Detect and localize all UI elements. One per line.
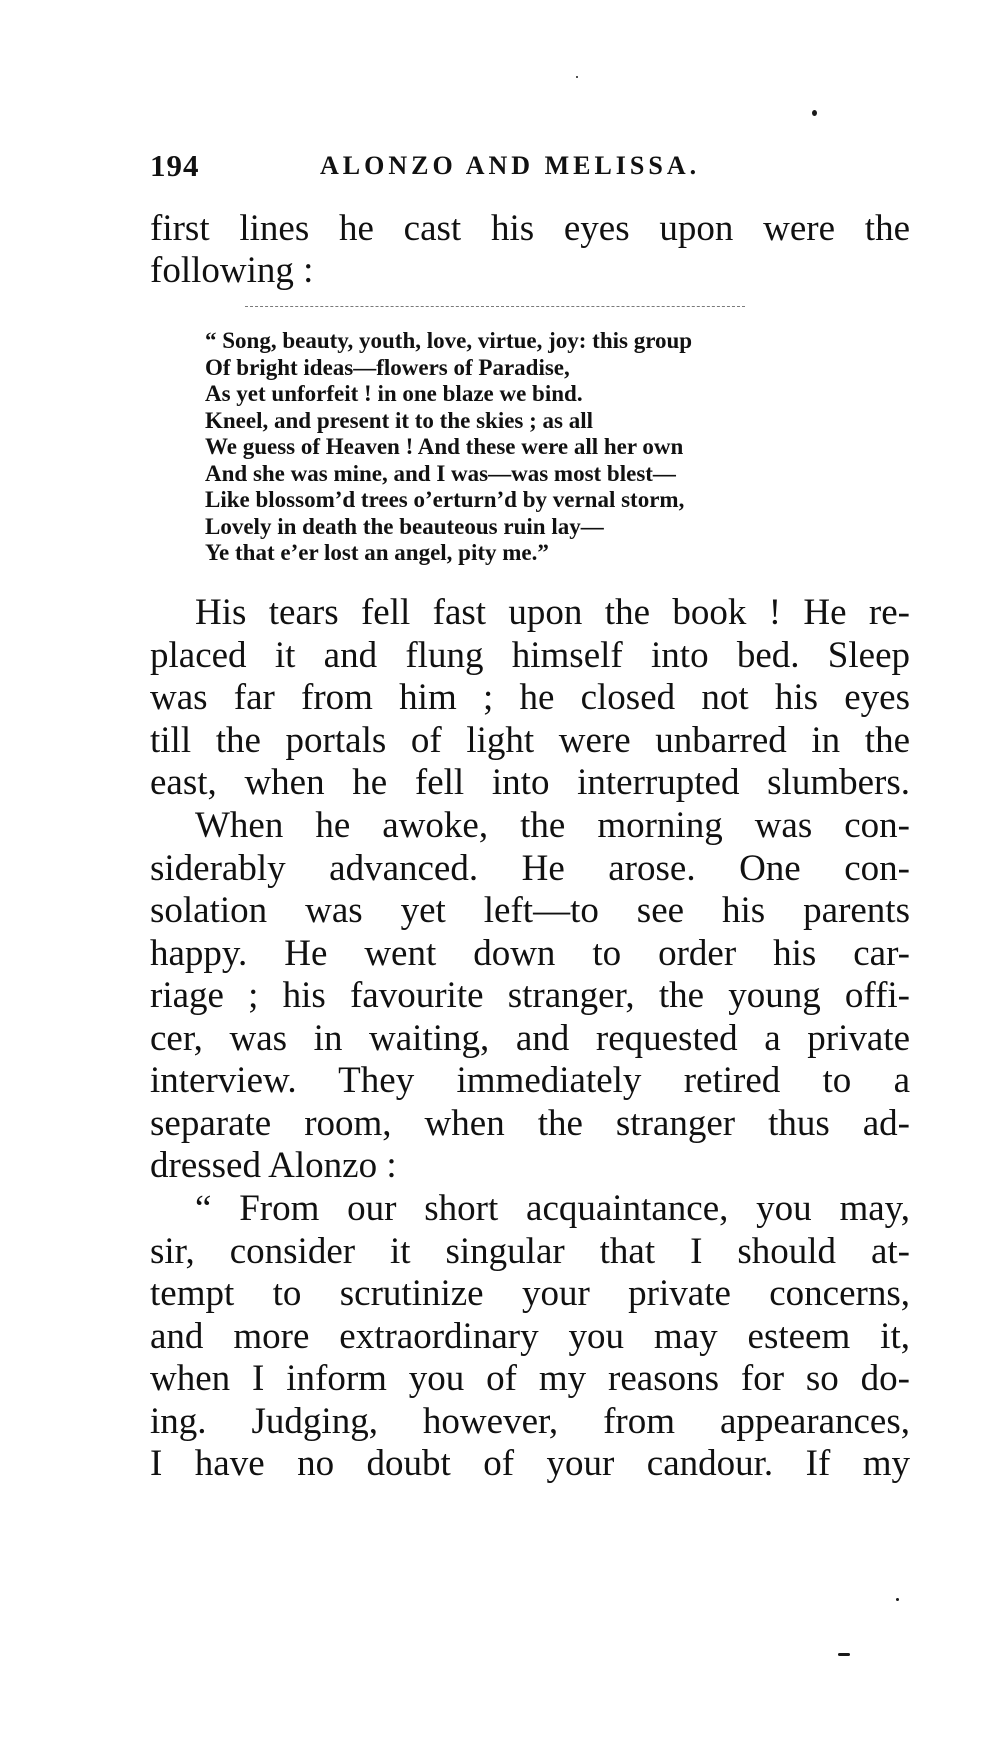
ink-speck — [896, 1598, 899, 1601]
text-line: when I inform you of my reasons for so do- — [150, 1358, 910, 1399]
text-line: cer, was in waiting, and requested a private — [150, 1017, 910, 1059]
body-paragraph — [150, 805, 910, 1188]
ink-speck — [838, 1653, 850, 1656]
poem-line: Like blossom’d trees o’erturn’d by vernal storm, — [205, 487, 685, 512]
text-line: solation was yet left—to see his parents — [150, 890, 910, 931]
text-line: first lines he cast his eyes upon were the — [150, 208, 910, 249]
poem-quotation — [205, 328, 880, 567]
text-line: sir, consider it singular that I should at- — [150, 1230, 910, 1272]
text-line: I have no doubt of your candour. If my — [150, 1443, 910, 1484]
poem-line: Lovely in death the beauteous ruin lay— — [205, 513, 604, 539]
section-rule — [245, 306, 745, 307]
text-line: riage ; his favourite stranger, the young offi- — [150, 975, 910, 1016]
poem-line: “ Song, beauty, youth, love, virtue, joy: this group — [205, 328, 693, 353]
poem-line: And she was mine, and I was—was most blest— — [205, 460, 676, 486]
page-number: 194 — [150, 148, 200, 183]
poem-line: Kneel, and present it to the skies ; as all — [205, 407, 594, 433]
text-line: till the portals of light were unbarred in the — [150, 719, 910, 761]
body-paragraph — [150, 1188, 910, 1486]
text-line: following : — [150, 250, 314, 291]
running-title: ALONZO AND MELISSA. — [320, 151, 701, 180]
text-line: and more extraordinary you may esteem it, — [150, 1315, 910, 1357]
ink-speck — [812, 110, 817, 116]
poem-line: Ye that e’er lost an angel, pity me.” — [205, 540, 549, 565]
text-line: dressed Alonzo : — [150, 1145, 397, 1186]
text-line: was far from him ; he closed not his eyes — [150, 677, 910, 718]
text-line: separate room, when the stranger thus ad- — [150, 1102, 910, 1144]
ink-speck — [576, 76, 578, 78]
poem-line: We guess of Heaven ! And these were all her own — [205, 434, 684, 459]
text-line: When he awoke, the morning was con- — [195, 805, 910, 846]
text-line: tempt to scrutinize your private concerns, — [150, 1273, 910, 1314]
poem-line: Of bright ideas—flowers of Paradise, — [205, 354, 570, 380]
text-line: “ From our short acquaintance, you may, — [195, 1188, 910, 1229]
text-line: His tears fell fast upon the book ! He re- — [195, 592, 910, 633]
text-line: ing. Judging, however, from appearances, — [150, 1400, 910, 1442]
text-line: happy. He went down to order his car- — [150, 932, 910, 974]
text-line: siderably advanced. He arose. One con- — [150, 847, 910, 889]
running-header — [150, 148, 910, 190]
text-line: interview. They immediately retired to a — [150, 1060, 910, 1101]
text-line: east, when he fell into interrupted slumbers. — [150, 762, 910, 803]
body-paragraph — [150, 592, 910, 805]
poem-line: As yet unforfeit ! in one blaze we bind. — [205, 381, 583, 406]
lead-paragraph — [150, 208, 910, 292]
text-line: placed it and flung himself into bed. Sleep — [150, 634, 910, 676]
